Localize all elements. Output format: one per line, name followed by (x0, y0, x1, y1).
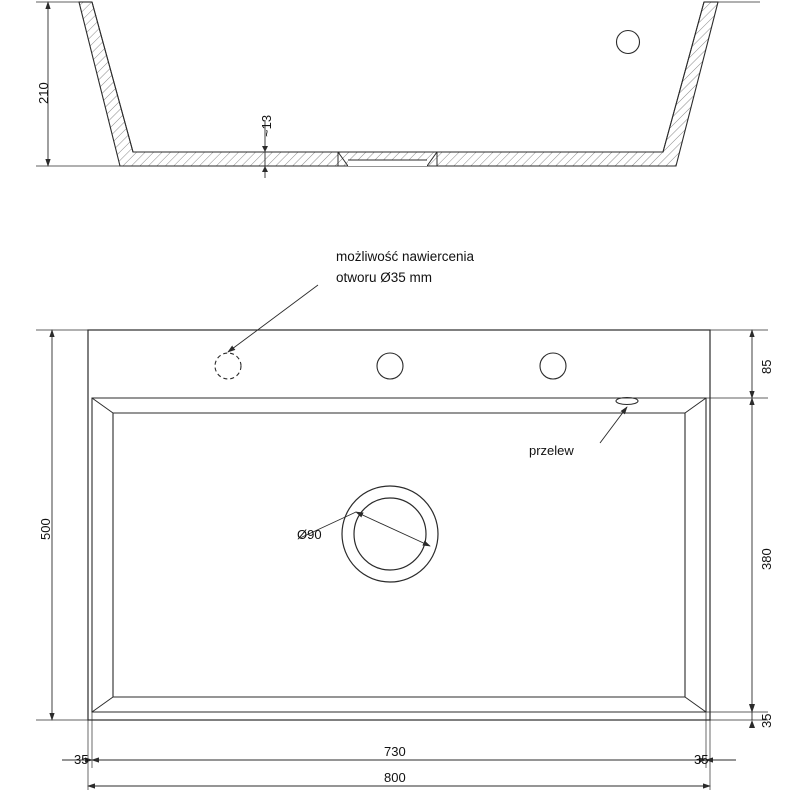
dim-730-label: 730 (384, 744, 406, 759)
drain-outer (342, 486, 438, 582)
dim-500-label: 500 (38, 518, 53, 540)
tap-hole-center (377, 353, 403, 379)
sink-section-wall (79, 2, 718, 166)
sink-outline (88, 330, 710, 720)
dim-35-left-label: 35 (74, 752, 89, 767)
optional-tap-hole (215, 353, 241, 379)
dim-d90-label: Ø90 (297, 527, 322, 542)
dim-35-right-label: 35 (694, 752, 709, 767)
overflow-leader (600, 407, 627, 443)
dim-13-label: ~13 (259, 114, 274, 137)
note-text-2: otworu Ø35 mm (336, 270, 433, 285)
dim-210-label: 210 (36, 82, 51, 104)
tap-hole-right (540, 353, 566, 379)
section-tap-hole (617, 31, 640, 54)
note-line-1 (336, 249, 474, 266)
drain-inner (354, 498, 426, 570)
dim-d90-line (356, 512, 430, 546)
note-line-2 (336, 270, 432, 287)
plan-view (36, 285, 768, 790)
section-view (36, 2, 760, 178)
dim-85-label: 85 (759, 359, 774, 374)
dim-35-right-side-label: 35 (759, 713, 774, 728)
bowl-inner (113, 413, 685, 697)
overflow-label: przelew (529, 443, 574, 458)
dim-800-label: 800 (384, 770, 406, 785)
bowl-outer (92, 398, 706, 712)
note-text-1: możliwość nawiercenia (336, 249, 475, 264)
note-leader (228, 285, 318, 352)
dim-380-label: 380 (759, 548, 774, 570)
